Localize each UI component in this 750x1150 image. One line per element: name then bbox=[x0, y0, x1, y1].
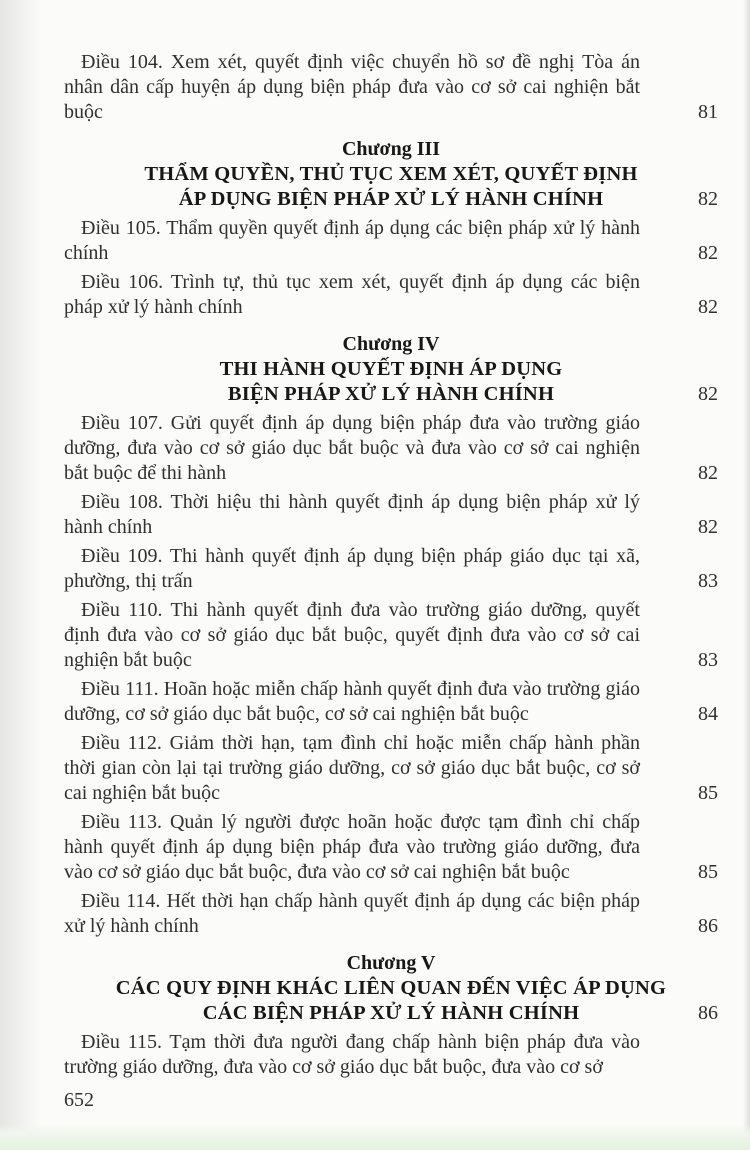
toc-entry-text: Điều 113. Quản lý người được hoãn hoặc được tạm đình chỉ chấp hành quyết định áp dụng biện pháp đưa vào trường giáo dưỡng, đưa vào cơ sở giáo dục bắt buộc, đưa vào cơ sở cai nghiện bắt buộc bbox=[64, 811, 640, 883]
chapter-title-line: BIỆN PHÁP XỬ LÝ HÀNH CHÍNH bbox=[227, 383, 555, 405]
chapter-heading bbox=[64, 332, 718, 407]
toc-article-entry bbox=[64, 50, 718, 125]
toc-entry-text: Điều 115. Tạm thời đưa người đang chấp hành biện pháp đưa vào trường giáo dưỡng, đưa vào cơ sở giáo dục bắt buộc, đưa vào cơ sở bbox=[64, 1031, 640, 1078]
toc-entry-text: Điều 110. Thi hành quyết định đưa vào trường giáo dưỡng, quyết định đưa vào cơ sở giáo dục bắt buộc, quyết định đưa vào cơ sở cai nghiện bắt buộc bbox=[64, 599, 640, 671]
page-left-shadow bbox=[0, 0, 48, 1150]
toc-entry-text: Điều 106. Trình tự, thủ tục xem xét, quyết định áp dụng các biện pháp xử lý hành chính bbox=[64, 271, 640, 318]
toc-article-entry bbox=[64, 598, 718, 673]
footer-page-number: 652 bbox=[64, 1089, 94, 1111]
toc-entry-page-number: 86 bbox=[698, 915, 718, 937]
chapter-label: Chương V bbox=[346, 952, 436, 974]
toc-entry-page-number: 81 bbox=[698, 101, 718, 123]
toc-entry-page-number: 82 bbox=[698, 242, 718, 264]
toc-article-entry bbox=[64, 677, 718, 727]
toc-entry-text: Điều 112. Giảm thời hạn, tạm đình chỉ hoặc miễn chấp hành phần thời gian còn lại tại trường giáo dưỡng, cơ sở giáo dục bắt buộc, cơ sở cai nghiện bắt buộc bbox=[64, 732, 640, 804]
toc-entry-text: Điều 111. Hoãn hoặc miễn chấp hành quyết định đưa vào trường giáo dưỡng, cơ sở giáo dục bắt buộc, cơ sở cai nghiện bắt buộc bbox=[64, 678, 640, 725]
toc-article-entry bbox=[64, 544, 718, 594]
chapter-label: Chương IV bbox=[342, 333, 440, 355]
toc-entry-page-number: 82 bbox=[698, 462, 718, 484]
toc-entry-text: Điều 114. Hết thời hạn chấp hành quyết định áp dụng các biện pháp xử lý hành chính bbox=[64, 890, 640, 937]
chapter-title-line: THI HÀNH QUYẾT ĐỊNH ÁP DỤNG bbox=[219, 358, 563, 380]
toc-entry-page-number: 82 bbox=[698, 188, 718, 210]
chapter-title-line: THẨM QUYỀN, THỦ TỤC XEM XÉT, QUYẾT ĐỊNH bbox=[144, 163, 638, 185]
toc-entry-page-number: 85 bbox=[698, 782, 718, 804]
toc-article-entry bbox=[64, 216, 718, 266]
toc-entry-text: Điều 108. Thời hiệu thi hành quyết định áp dụng biện pháp xử lý hành chính bbox=[64, 491, 640, 538]
toc-entry-page-number: 83 bbox=[698, 649, 718, 671]
toc-entry-page-number: 85 bbox=[698, 861, 718, 883]
toc-article-entry bbox=[64, 889, 718, 939]
toc-entry-page-number: 82 bbox=[698, 296, 718, 318]
toc-article-entry bbox=[64, 490, 718, 540]
toc-article-entry bbox=[64, 1030, 718, 1080]
toc-entry-page-number: 82 bbox=[698, 516, 718, 538]
toc-entry-text: Điều 109. Thi hành quyết định áp dụng biện pháp giáo dục tại xã, phường, thị trấn bbox=[64, 545, 640, 592]
toc-article-entry bbox=[64, 731, 718, 806]
chapter-label: Chương III bbox=[341, 138, 441, 160]
chapter-heading bbox=[64, 951, 718, 1026]
chapter-title-line: CÁC BIỆN PHÁP XỬ LÝ HÀNH CHÍNH bbox=[202, 1002, 580, 1024]
toc-entry-page-number: 86 bbox=[698, 1002, 718, 1024]
chapter-title-line: CÁC QUY ĐỊNH KHÁC LIÊN QUAN ĐẾN VIỆC ÁP DỤNG bbox=[115, 977, 667, 999]
toc-entry-text: Điều 105. Thẩm quyền quyết định áp dụng các biện pháp xử lý hành chính bbox=[64, 217, 640, 264]
chapter-title-line: ÁP DỤNG BIỆN PHÁP XỬ LÝ HÀNH CHÍNH bbox=[178, 188, 604, 210]
toc-list bbox=[64, 50, 718, 1084]
toc-entry-text: Điều 107. Gửi quyết định áp dụng biện pháp đưa vào trường giáo dưỡng, đưa vào cơ sở giáo dục bắt buộc và đưa vào cơ sở cai nghiện bắt buộc để thi hành bbox=[64, 412, 640, 484]
toc-entry-text: Điều 104. Xem xét, quyết định việc chuyển hồ sơ đề nghị Tòa án nhân dân cấp huyện áp dụng biện pháp đưa vào cơ sở cai nghiện bắt buộc bbox=[64, 51, 640, 123]
toc-article-entry bbox=[64, 270, 718, 320]
toc-entry-page-number: 83 bbox=[698, 570, 718, 592]
toc-entry-page-number: 82 bbox=[698, 383, 718, 405]
toc-article-entry bbox=[64, 411, 718, 486]
page-right-edge bbox=[743, 0, 750, 1150]
chapter-heading bbox=[64, 137, 718, 212]
toc-article-entry bbox=[64, 810, 718, 885]
toc-entry-page-number: 84 bbox=[698, 703, 718, 725]
scan-bottom-band bbox=[0, 1124, 750, 1150]
